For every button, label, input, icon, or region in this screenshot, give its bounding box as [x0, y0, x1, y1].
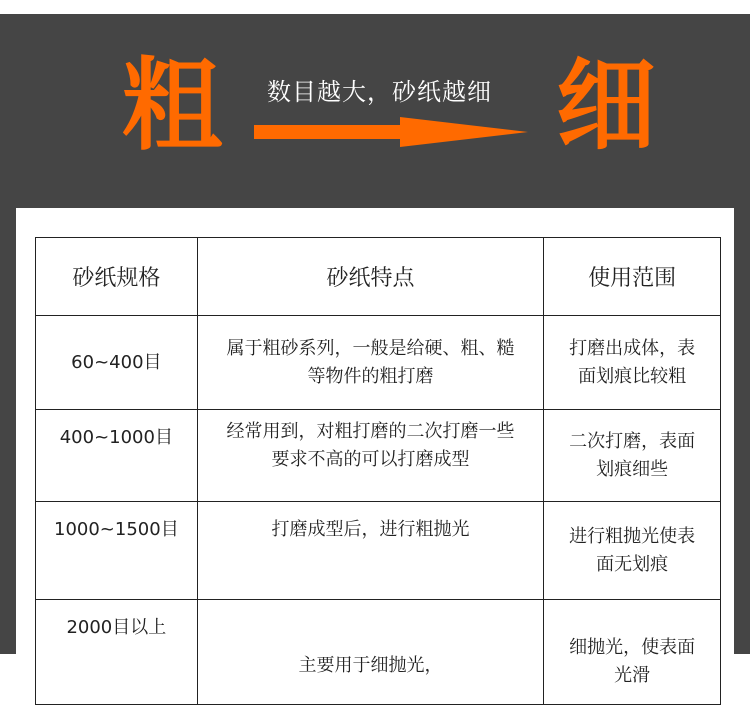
feature-text: 打磨成型后，进行粗抛光 — [271, 519, 470, 540]
feature-text: 属于粗砂系列，一般是给硬、粗、糙等物件的粗打磨 — [226, 337, 515, 387]
feature-cell — [197, 316, 544, 410]
usage-cell — [544, 316, 721, 410]
fine-label: 细 — [556, 47, 656, 164]
usage-text: 打磨出成体，表面划痕比较粗 — [569, 337, 696, 387]
spec-text: 400~1000目 — [59, 427, 173, 448]
spec-text: 60~400目 — [71, 351, 162, 373]
spec-cell — [36, 600, 198, 705]
usage-text: 细抛光，使表面光滑 — [569, 637, 696, 686]
table-row — [36, 316, 721, 410]
table-row — [36, 600, 721, 705]
banner-caption: 数目越大，砂纸越细 — [267, 78, 492, 106]
table-row — [36, 410, 721, 502]
feature-text: 经常用到，对粗打磨的二次打磨一些要求不高的可以打磨成型 — [226, 421, 515, 470]
usage-cell — [544, 502, 721, 600]
header-usage: 使用范围 — [544, 238, 721, 316]
usage-text: 进行粗抛光使表面无划痕 — [569, 525, 696, 575]
spec-cell — [36, 502, 198, 600]
spec-cell — [36, 410, 198, 502]
spec-text: 1000~1500目 — [54, 519, 179, 540]
arrow-right-icon — [254, 113, 530, 153]
usage-cell — [544, 600, 721, 705]
feature-text: 主要用于细抛光， — [298, 655, 443, 676]
sandpaper-table — [35, 237, 721, 705]
header-spec: 砂纸规格 — [36, 238, 198, 316]
usage-cell — [544, 410, 721, 502]
table-header-row — [36, 238, 721, 316]
table-row — [36, 502, 721, 600]
spec-text: 2000目以上 — [66, 617, 167, 638]
feature-cell — [197, 600, 544, 705]
usage-text: 二次打磨，表面划痕细些 — [569, 430, 696, 480]
spec-cell — [36, 316, 198, 410]
feature-cell — [197, 410, 544, 502]
feature-cell — [197, 502, 544, 600]
coarse-label: 粗 — [122, 47, 222, 164]
header-feature: 砂纸特点 — [197, 238, 544, 316]
